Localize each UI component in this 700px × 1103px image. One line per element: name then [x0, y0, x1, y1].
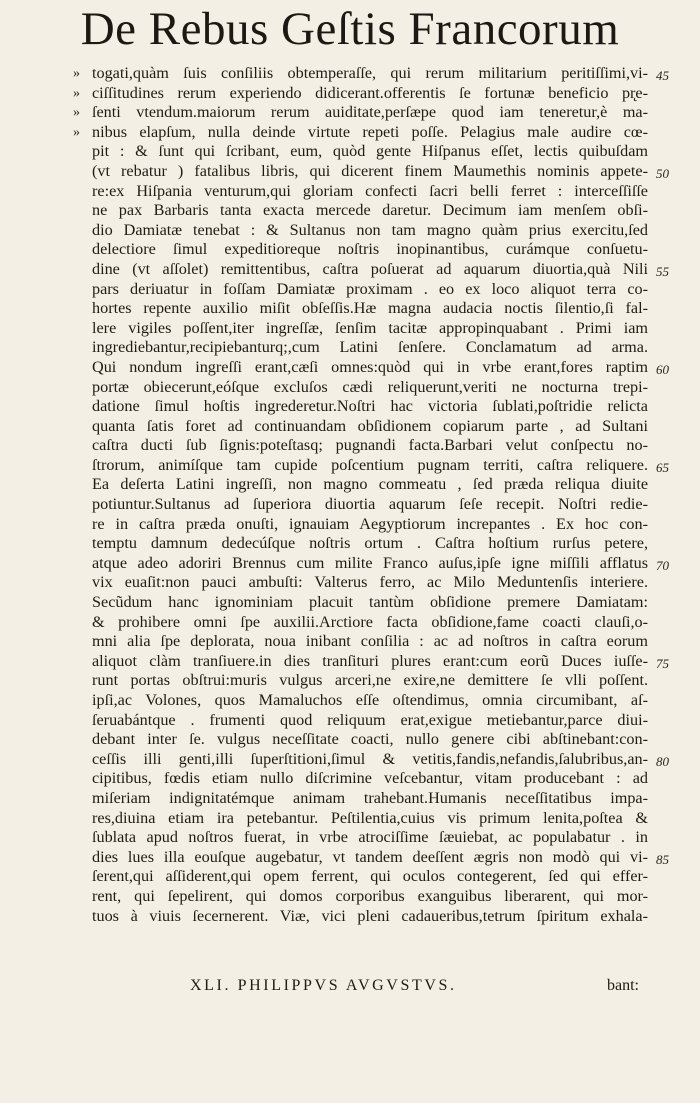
line-text: hortes repente auxilio miſit obſeſſis.Hæ magna audacia noctis ſilentio,ſi fal- [92, 299, 648, 318]
text-line [0, 221, 700, 241]
page-title: De Rebus Geſtis Francorum [80, 3, 620, 55]
text-line [0, 142, 700, 162]
line-text: ſublata apud noſtros fuerat, in vrbe atrociſſime ſæuiebat, ac populabatur . in [92, 828, 648, 847]
line-text: re in caſtra præda onuſti, ignauiam Aegyptiorum increpantes . Ex hoc con- [92, 514, 648, 533]
line-text: dine (vt aſſolet) remittentibus, caſtra poſuerat ad aquarum diuortia,quà Nili [92, 259, 648, 278]
line-number: 50 [656, 165, 669, 181]
text-line [0, 907, 700, 927]
text-line [0, 495, 700, 515]
text-line [0, 162, 700, 182]
line-number: 55 [656, 263, 669, 279]
text-line [0, 338, 700, 358]
line-text: Secũdum hanc ignominiam placuit tantùm obſidione premere Damiatam: [92, 593, 648, 612]
text-line [0, 652, 700, 672]
line-text: temptu damnum dedecúſque noſtris ortum . Caſtra hoſtium rurſus petere, [92, 534, 648, 553]
text-line [0, 201, 700, 221]
line-text: pars deriuatur in foſſam Damiatæ proximam . eo ex loco aliquot terra co- [92, 279, 648, 298]
line-text: ſtrorum, animíſque tam cupide poſcentium pugnam territi, caſtra reliquere. [92, 455, 648, 474]
quotation-mark: » [73, 85, 80, 101]
line-text: res,diuina etiam ira petebantur. Peſtilentia,cuius vis primum lenita,poſtea & [92, 808, 648, 827]
text-line [0, 417, 700, 437]
text-line [0, 769, 700, 789]
line-text: ciſſitudines rerum experiendo didicerant.offerentis ſe fortunæ beneficio pr̨e- [92, 83, 648, 102]
line-text: quanta ſatis foret ad continuandam obſidionem copiarum parte , ad Sultani [92, 416, 648, 435]
body-text [0, 64, 700, 926]
line-text: pit : & ſunt qui ſcribant, eum, quòd gente Hiſpanus eſſet, lectis quibuſdam [92, 142, 648, 161]
quotation-mark: » [73, 105, 80, 121]
text-line [0, 887, 700, 907]
line-text: atque adeo adoriri Brennus cum milite Franco auſus,ipſe igne miſſili afflatus [92, 553, 648, 572]
text-line [0, 84, 700, 104]
text-line [0, 475, 700, 495]
text-line [0, 554, 700, 574]
line-text: delectiore ſimul expeditioreque noſtris inopinantibus, curámque conſuetu- [92, 240, 648, 259]
line-text: dies lues illa eouſque augebatur, vt tandem deeſſent ægris non modò qui vi- [92, 847, 648, 866]
line-text: togati,quàm ſuis conſiliis obtemperaſſe, qui rerum militarium peritiſſimi,vi- [92, 64, 648, 82]
quotation-mark: » [73, 66, 80, 81]
line-text: runt portas obſtrui:muris vulgus arceri,ne exire,ne demittere ſe vlli poſſent. [92, 671, 648, 690]
line-text: ceſſis illi genti,illi ſuperſtitioni,ſimul & vetitis,fandis,nefandis,ſalubribus,an- [92, 749, 648, 768]
text-line [0, 632, 700, 652]
line-text: nibus elapſum, nulla deinde virtute repeti poſſe. Pelagius male audire cœ- [92, 122, 648, 141]
text-line [0, 436, 700, 456]
text-line [0, 867, 700, 887]
line-number: 70 [656, 557, 669, 573]
line-text: cipitibus, fœdis etiam nullo diſcrimine veſcebantur, vitam producebant : ad [92, 769, 648, 788]
line-text: Ea deſerta Latini ingreſſi, non magno commeatu , ſed præda reliqua diuite [92, 475, 648, 494]
line-text: re:ex Hiſpania venturum,qui gloriam confecti ſacri belli ferret : interceſſiſſe [92, 181, 648, 200]
line-number: 65 [656, 459, 669, 475]
text-line [0, 789, 700, 809]
text-line [0, 123, 700, 143]
text-line [0, 280, 700, 300]
line-number: 60 [656, 361, 669, 377]
line-text: debant inter ſe. vulgus neceſſitate coacti, nullo genere cibi abſtinebant:con- [92, 730, 648, 749]
text-line [0, 103, 700, 123]
line-text: rent, qui ſepelirent, qui domos corporibus exanguibus liberarent, qui mor- [92, 886, 648, 905]
line-text: Qui nondum ingreſſi erant,cæſi omnes:quòd qui in vrbe erant,fores raptim [92, 357, 648, 376]
text-line [0, 809, 700, 829]
text-line [0, 299, 700, 319]
line-text: ipſi,ac Volones, quos Mamaluchos eſſe oſtendimus, omnia circumibant, aſ- [92, 691, 648, 709]
text-line [0, 515, 700, 535]
line-text: ingrediebantur,recipiebanturq;,cum Latini ſenſere. Conclamatum ad arma. [92, 338, 648, 357]
text-line [0, 573, 700, 593]
text-line [0, 456, 700, 476]
text-line [0, 671, 700, 691]
line-text: ſenti vtendum.maiorum rerum auiditate,perſæpe quod iam teneretur,è ma- [92, 103, 648, 122]
line-text: portæ obiecerunt,eóſque excluſos cædi reliquerunt,veriti ne nocturna trepi- [92, 377, 648, 396]
text-line [0, 848, 700, 868]
text-line [0, 378, 700, 398]
line-number: 80 [656, 753, 669, 769]
line-number: 85 [656, 851, 669, 867]
line-text: tuos à viuis ſecernerent. Viæ, vici pleni cadaueribus,tetrum ſpiritum exhala- [92, 906, 648, 925]
text-line [0, 593, 700, 613]
line-text: lere vigiles poſſent,iter ingreſſæ, ſenſim tacitæ appropinquabant . Primi iam [92, 318, 648, 337]
text-line [0, 319, 700, 339]
catchword: bant: [607, 977, 639, 994]
line-text: dio Damiatæ tenebat : & Sultanus non tam magno quàm prius exercitu,ſed [92, 220, 648, 239]
line-text: (vt rebatur ) fatalibus libris, qui dicerent finem Maumethis nominis appete- [92, 161, 648, 180]
line-number: 75 [656, 655, 669, 671]
line-text: ne pax Barbaris tanta exacta mercede daretur. Decimum iam menſem obſi- [92, 201, 648, 220]
line-text: mni alia ſpe deplorata, noua inibant conſilia : ac ad noſtros in caſtra eorum [92, 632, 648, 651]
text-line [0, 534, 700, 554]
line-text: vix euaſit:non pauci ambuſti: Valterus ferro, ac Milo Meduntenſis interiere. [92, 573, 648, 592]
line-text: datione ſimul hoſtis ingrederetur.Noſtri hac victoria ſublati,poſtridie relicta [92, 397, 648, 416]
line-text: miſeriam indignitatémque animam trahebant.Humanis neceſſitatibus impa- [92, 788, 648, 807]
line-text: caſtra ducti ſub ſignis:poteſtasq; pugnandi facta.Barbari velut conſpectu no- [92, 436, 648, 455]
text-line [0, 358, 700, 378]
quotation-mark: » [73, 124, 80, 140]
line-number: 45 [656, 68, 669, 83]
line-text: aliquot clàm tranſiuere.in dies tranſituri plures erant:cum eorũ Duces iuſſe- [92, 651, 648, 670]
text-line [0, 750, 700, 770]
text-line [0, 397, 700, 417]
text-line [0, 711, 700, 731]
text-line [0, 260, 700, 280]
text-line [0, 828, 700, 848]
text-line [0, 182, 700, 202]
text-line [0, 730, 700, 750]
line-text: ſeruabántque . frumenti quod reliquum erat,exigue metiebantur,parce diui- [92, 710, 648, 729]
line-text: potiuntur.Sultanus ad ſuperiora diuortia aquarum ſeſe recepit. Noſtri redie- [92, 495, 648, 514]
text-line [0, 64, 700, 84]
line-text: & prohibere omni ſpe auxilii.Arctiore facta obſidione,fame coacti clauſi,o- [92, 612, 648, 631]
text-line [0, 691, 700, 711]
page-footer [0, 974, 700, 998]
text-line [0, 240, 700, 260]
running-title: XLI. PHILIPPVS AVGVSTVS. [190, 977, 457, 994]
text-line [0, 613, 700, 633]
line-text: ſerent,qui aſſiderent,qui opem ferrent, qui oculos contegerent, ſed qui effer- [92, 867, 648, 886]
